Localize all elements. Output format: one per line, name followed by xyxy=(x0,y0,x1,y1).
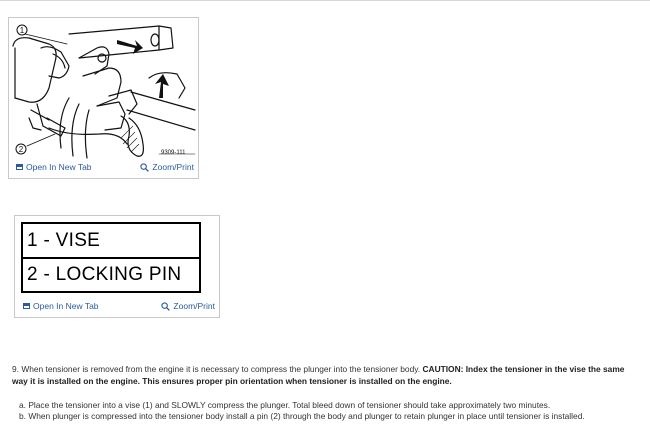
legend-figure xyxy=(14,215,220,318)
substep-b xyxy=(19,411,634,422)
new-tab-icon xyxy=(16,164,23,170)
figure-links xyxy=(9,162,198,176)
new-tab-icon xyxy=(23,303,30,309)
callout-1-text: 1 xyxy=(19,26,25,35)
substep-text: When plunger is compressed into the tensioner body install a pin (2) through the body and plunger to retain plunger in place until tensioner is installed. xyxy=(28,411,585,421)
substep-a xyxy=(19,400,634,411)
zoom-print-link[interactable] xyxy=(140,162,194,172)
top-divider xyxy=(0,0,650,1)
step-number: 9. xyxy=(12,364,19,374)
step-text: When tensioner is removed from the engine it is necessary to compress the plunger into the tensioner body. xyxy=(21,364,421,374)
open-in-new-tab-label: Open In New Tab xyxy=(26,162,92,172)
magnifier-icon xyxy=(161,302,170,311)
zoom-print-label: Zoom/Print xyxy=(173,301,215,311)
legend-row-vise: 1 - VISE xyxy=(23,224,199,259)
substep-letter: a. xyxy=(19,400,26,410)
substep-text: Place the tensioner into a vise (1) and SLOWLY compress the plunger. Total bleed down of tensioner should take approximately two minutes. xyxy=(28,400,551,410)
callout-2-text: 2 xyxy=(18,145,24,154)
legend-table xyxy=(21,222,201,293)
procedure-step xyxy=(12,364,634,387)
illustration-figure xyxy=(8,17,199,179)
substep-letter: b. xyxy=(19,411,26,421)
open-in-new-tab-label: Open In New Tab xyxy=(33,301,99,311)
figure-links xyxy=(15,301,219,315)
zoom-print-link[interactable] xyxy=(161,301,215,311)
caution-text: CAUTION: Index the tensioner in the vise the same way it is installed on the engine. This ensures proper pin orientation when tensioner is installed on the engine. xyxy=(12,364,625,386)
legend-row-locking-pin: 2 - LOCKING PIN xyxy=(27,263,182,285)
open-in-new-tab-link[interactable] xyxy=(16,162,92,172)
vise-illustration xyxy=(9,18,198,164)
zoom-print-label: Zoom/Print xyxy=(152,162,194,172)
magnifier-icon xyxy=(140,163,149,172)
open-in-new-tab-link[interactable] xyxy=(23,301,99,311)
figure-code: 9309-111 xyxy=(161,150,186,156)
